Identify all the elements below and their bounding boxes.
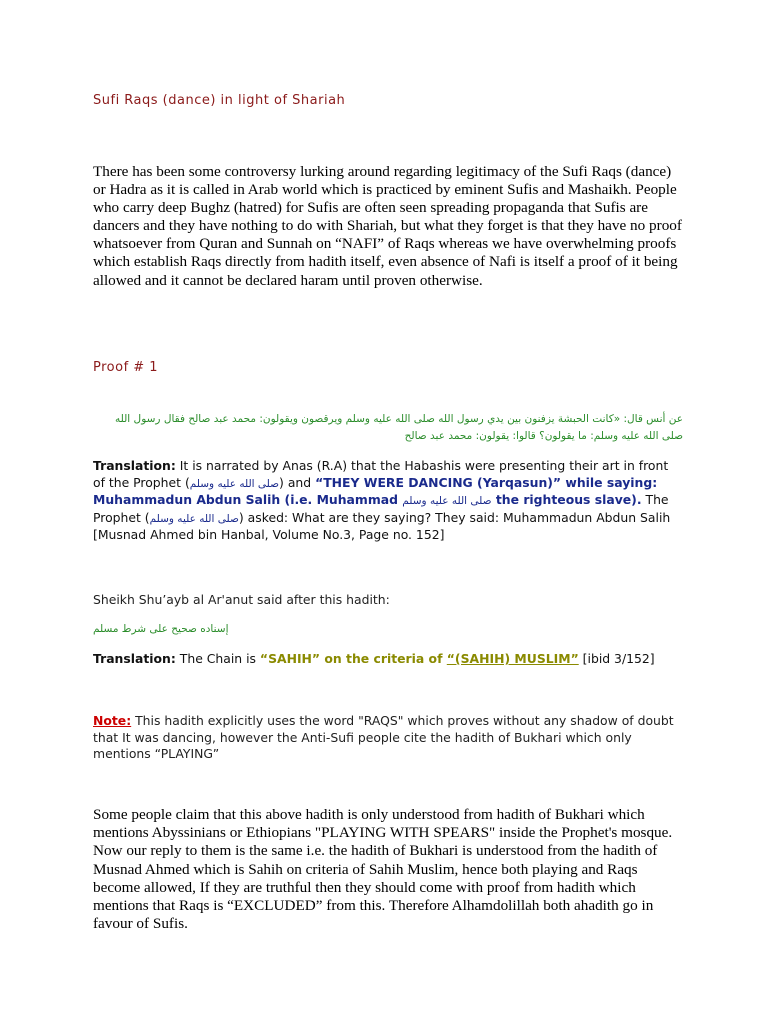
closing-paragraph: Some people claim that this above hadith is only understood from hadith of Bukhari which mentions Abyssinians or Ethiopians "PLAYING WITH SPEARS" inside the Prophet's mosque. Now our reply to them is the same i.e. the hadith of Bukhari is understood from the hadith of Musnad Ahmed which is Sahih on criteria of Sahih Muslim, hence both playing and Raqs become allowed, If they are truthful then they should come with proof from hadith which mentions that Raqs is “EXCLUDED” from this. Therefore Alhamdolillah both ahadith go in favour of Sufis. xyxy=(93,806,673,933)
note-text: This hadith explicitly uses the word "RAQS" which proves without any shadow of doubt that It was dancing, however the Anti-Sufi people cite the hadith of Bukhari which only mentions “PLAYING” xyxy=(93,713,674,762)
translation-text: ) and xyxy=(279,474,316,490)
translation-text: The Prophet ( xyxy=(93,492,669,525)
translation-text: ) asked: What are they saying? They said: Muhammadun Abdun Salih [Musnad Ahmed bin Hanbal, Volume No.3, Page no. 152] xyxy=(93,509,671,543)
arabic-hadith-text: عن أنس قال: «كانت الحبشة يزفنون بين يدي رسول الله صلى الله عليه وسلم ويرقصون ويقولون: محمد عبد صالح فقال رسول الله صلى الله عليه وسلم: ما يقولون؟ قالوا: يقولون: محمد عبد صالح xyxy=(115,413,683,442)
inline-arabic-salutation: صلى الله عليه وسلم xyxy=(189,477,280,490)
translation-label: Translation: xyxy=(93,458,176,473)
sahih-muslim-link[interactable]: “(SAHIH) MUSLIM” xyxy=(446,651,579,666)
note-label: Note: xyxy=(93,713,132,728)
translation-paragraph xyxy=(93,458,683,544)
page-title: Sufi Raqs (dance) in light of Shariah xyxy=(93,93,346,108)
translation-text: It is narrated by Anas (R.A) that the Habashis were presenting their art in front of the Prophet ( xyxy=(93,458,669,490)
sahih-highlight: “SAHIH” on the criteria of xyxy=(259,651,447,666)
sheikh-quote-line: Sheikh Shu’ayb al Ar'anut said after this hadith: xyxy=(93,592,390,607)
arabic-chain-text: إسناده صحيح على شرط مسلم xyxy=(93,623,229,635)
translation-emphasis: the righteous slave). xyxy=(491,492,642,508)
chain-translation-paragraph xyxy=(93,651,683,668)
translation-text: [ibid 3/152] xyxy=(578,651,655,666)
note-paragraph xyxy=(93,713,683,763)
translation-label: Translation: xyxy=(93,651,176,666)
inline-arabic-salutation: صلى الله عليه وسلم xyxy=(149,512,239,525)
intro-paragraph: There has been some controversy lurking around regarding legitimacy of the Sufi Raqs (dance) or Hadra as it is called in Arab world which is practiced by eminent Sufis and Mashaikh. People who carry deep Bughz (hatred) for Sufis are often seen spreading propaganda that Sufis are dancers and they have nothing to do with Shariah, but what they forget is that they have no proof whatsoever from Quran and Sunnah on “NAFI” of Raqs whereas we have overwhelming proofs which establish Raqs directly from hadith itself, even absence of Nafi is itself a proof of it being allowed and it cannot be declared haram until proven otherwise. xyxy=(93,163,682,289)
translation-emphasis: “THEY WERE DANCING (Yarqasun)” while saying: Muhammadun Abdun Salih (i.e. Muhammad xyxy=(93,474,658,508)
proof-heading: Proof # 1 xyxy=(93,360,159,375)
inline-arabic-salutation: صلى الله عليه وسلم xyxy=(402,495,492,508)
translation-text: The Chain is xyxy=(175,651,260,666)
